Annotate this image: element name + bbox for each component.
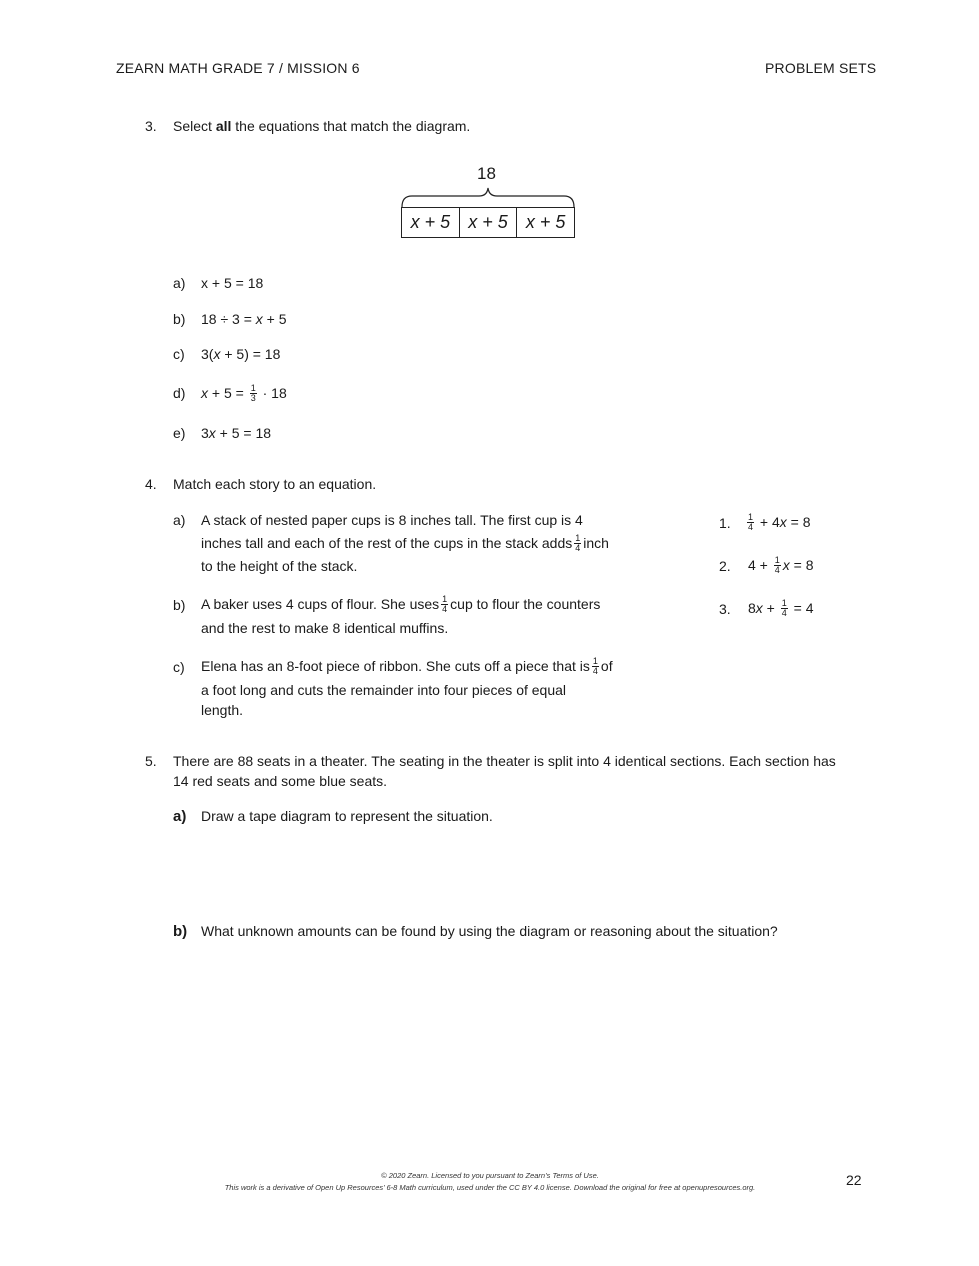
story-c-line3: length. bbox=[201, 702, 244, 718]
q5-a-text: Draw a tape diagram to represent the situation. bbox=[201, 808, 493, 824]
option-d-label: d) bbox=[173, 385, 186, 401]
option-c-equation: 3(x + 5) = 18 bbox=[201, 346, 281, 362]
option-d-equation: x + 5 = $\frac{1}{3}$ · 18 bbox=[201, 382, 287, 403]
footer-attribution: This work is a derivative of Open Up Resources’ 6-8 Math curriculum, used under the CC BY 4.0 license. Download the original for free at openupresources.org. bbox=[224, 1183, 756, 1192]
equation-2: 4 + $\frac{1}{4}$ x = 8 bbox=[748, 554, 814, 575]
footer-license: © 2020 Zearn. Licensed to you pursuant to Zearn’s Terms of Use. bbox=[381, 1171, 599, 1180]
header-section: PROBLEM SETS bbox=[765, 60, 877, 76]
equation-1: $\frac{1}{4}$ + 4x = 8 bbox=[748, 511, 811, 532]
story-c-line1: Elena has an 8-foot piece of ribbon. She cuts off a piece that is $\frac{1}{4}$ of bbox=[201, 655, 613, 676]
option-e-equation: 3x + 5 = 18 bbox=[201, 425, 272, 441]
tape-cell: x + 5 bbox=[460, 208, 518, 237]
option-e-label: e) bbox=[173, 425, 186, 441]
story-a-label: a) bbox=[173, 512, 186, 528]
story-a-line1: A stack of nested paper cups is 8 inches tall. The first cup is 4 bbox=[201, 512, 583, 528]
story-a-line3: to the height of the stack. bbox=[201, 558, 358, 574]
tape-cell: x + 5 bbox=[402, 208, 460, 237]
option-a-label: a) bbox=[173, 275, 186, 291]
option-c-label: c) bbox=[173, 346, 185, 362]
q5-b-text: What unknown amounts can be found by using the diagram or reasoning about the situation? bbox=[201, 923, 778, 939]
q5-line2: 14 red seats and some blue seats. bbox=[173, 773, 388, 789]
story-a-line2: inches tall and each of the rest of the cups in the stack adds $\frac{1}{4}$ inch bbox=[201, 532, 609, 553]
q3-prompt: Select all the equations that match the diagram. bbox=[173, 118, 471, 134]
q5-line1: There are 88 seats in a theater. The seating in the theater is split into 4 identical sections. Each section has bbox=[173, 753, 836, 769]
equation-2-label: 2. bbox=[719, 558, 731, 574]
q4-prompt: Match each story to an equation. bbox=[173, 476, 377, 492]
option-a-equation: x + 5 = 18 bbox=[201, 275, 264, 291]
option-b-label: b) bbox=[173, 311, 186, 327]
equation-3-label: 3. bbox=[719, 601, 731, 617]
story-b-label: b) bbox=[173, 597, 186, 613]
q5-number: 5. bbox=[145, 753, 157, 769]
q3-number: 3. bbox=[145, 118, 157, 134]
page-number: 22 bbox=[846, 1172, 862, 1188]
story-b-line2: and the rest to make 8 identical muffins. bbox=[201, 620, 449, 636]
tape-diagram bbox=[401, 207, 575, 238]
tape-total-label: 18 bbox=[477, 164, 496, 183]
story-c-line2: a foot long and cuts the remainder into four pieces of equal bbox=[201, 682, 567, 698]
tape-cell: x + 5 bbox=[525, 212, 566, 232]
brace bbox=[400, 187, 578, 209]
header-title: ZEARN MATH GRADE 7 / MISSION 6 bbox=[116, 60, 360, 76]
story-b-line1: A baker uses 4 cups of flour. She uses $\frac{1}{4}$ cup to flour the counters bbox=[201, 593, 601, 614]
q5-b-label: b) bbox=[173, 923, 188, 940]
option-b-equation: 18 ÷ 3 = x + 5 bbox=[201, 311, 287, 327]
story-c-label: c) bbox=[173, 659, 185, 675]
q4-number: 4. bbox=[145, 476, 157, 492]
equation-1-label: 1. bbox=[719, 515, 731, 531]
equation-3: 8x + $\frac{1}{4}$ = 4 bbox=[748, 597, 814, 618]
q5-a-label: a) bbox=[173, 808, 187, 825]
